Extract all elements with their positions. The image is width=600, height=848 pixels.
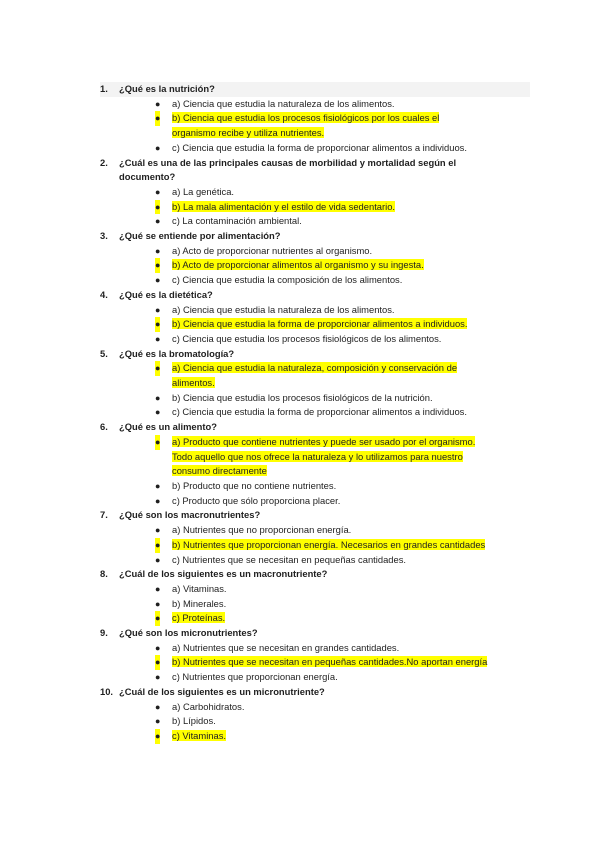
question-text: ¿Qué es la nutrición? xyxy=(119,83,215,94)
question-number: 8. xyxy=(100,568,108,580)
question-text-line: ¿Cuál es una de las principales causas de morbilidad y mortalidad según el xyxy=(119,156,457,168)
option xyxy=(153,97,530,112)
bullet-icon: ● xyxy=(155,186,161,197)
option-text: c) Ciencia que estudia la composición de los alimentos. xyxy=(172,274,403,286)
option-list xyxy=(100,97,530,156)
bullet-icon: ● xyxy=(155,258,160,273)
option-text: a) Ciencia que estudia la naturaleza de los alimentos. xyxy=(172,303,395,315)
option-list xyxy=(100,523,530,567)
option-list xyxy=(100,185,530,229)
option-text-line: a) Producto que contiene nutrientes y puede ser usado por el organismo. xyxy=(172,435,476,447)
bullet-icon: ● xyxy=(155,554,161,565)
option-text: a) Vitaminas. xyxy=(172,582,227,594)
option-text: c) Ciencia que estudia la forma de proporcionar alimentos a individuos. xyxy=(172,406,467,418)
option xyxy=(153,214,530,229)
option-text-line: b) Ciencia que estudia los procesos fisiológicos por los cuales el xyxy=(172,112,440,124)
option-text: a) Nutrientes que se necesitan en grandes cantidades. xyxy=(172,641,400,653)
option-text: b) Lípidos. xyxy=(172,715,216,727)
bullet-icon: ● xyxy=(155,407,161,418)
question-heading xyxy=(100,420,530,435)
bullet-icon: ● xyxy=(155,598,161,609)
option-text-line: consumo directamente xyxy=(172,465,267,477)
option-text: b) Nutrientes que proporcionan energía. Necesarios en grandes cantidades xyxy=(172,538,486,550)
option-correct xyxy=(153,200,530,215)
question-5 xyxy=(100,347,530,421)
question-6 xyxy=(100,420,530,508)
option xyxy=(153,553,530,568)
option-text-line: a) Ciencia que estudia la naturaleza, composición y conservación de xyxy=(172,362,458,374)
question-heading xyxy=(100,229,530,244)
option-text: b) Minerales. xyxy=(172,597,227,609)
option-correct xyxy=(153,435,530,479)
question-10 xyxy=(100,685,530,744)
option xyxy=(153,303,530,318)
question-text: ¿Qué es un alimento? xyxy=(119,421,217,433)
option xyxy=(153,494,530,509)
option-list xyxy=(100,303,530,347)
question-text: ¿Qué se entiende por alimentación? xyxy=(119,230,281,242)
question-3 xyxy=(100,229,530,288)
question-2 xyxy=(100,156,530,230)
option-text: a) Acto de proporcionar nutrientes al organismo. xyxy=(172,244,373,256)
option xyxy=(153,523,530,538)
bullet-icon: ● xyxy=(155,672,161,683)
option xyxy=(153,141,530,156)
option-correct xyxy=(153,111,530,140)
question-4 xyxy=(100,288,530,347)
question-text: ¿Qué es la dietética? xyxy=(119,288,213,300)
question-number: 3. xyxy=(100,230,108,242)
bullet-icon: ● xyxy=(155,701,161,712)
option-text: b) Producto que no contiene nutrientes. xyxy=(172,479,337,491)
question-number: 4. xyxy=(100,288,108,300)
question-heading xyxy=(100,347,530,362)
question-1 xyxy=(100,82,530,156)
option xyxy=(153,582,530,597)
option-text-line: organismo recibe y utiliza nutrientes. xyxy=(172,127,325,139)
option-correct xyxy=(153,655,530,670)
option xyxy=(153,641,530,656)
bullet-icon: ● xyxy=(155,333,161,344)
bullet-icon: ● xyxy=(155,98,161,109)
bullet-icon: ● xyxy=(155,642,161,653)
bullet-icon: ● xyxy=(155,245,161,256)
bullet-icon: ● xyxy=(155,200,160,215)
option-text: a) Carbohidratos. xyxy=(172,700,245,712)
question-number: 6. xyxy=(100,421,108,433)
option-correct xyxy=(153,361,530,390)
question-number: 5. xyxy=(100,347,108,359)
bullet-icon: ● xyxy=(155,538,160,553)
option xyxy=(153,185,530,200)
question-number: 7. xyxy=(100,509,108,521)
option-correct xyxy=(153,317,530,332)
question-number: 9. xyxy=(100,627,108,639)
question-heading xyxy=(100,288,530,303)
bullet-icon: ● xyxy=(155,392,161,403)
option-correct xyxy=(153,258,530,273)
option xyxy=(153,700,530,715)
option-text: c) Producto que sólo proporciona placer. xyxy=(172,494,341,506)
bullet-icon: ● xyxy=(155,317,160,332)
option-text: c) Ciencia que estudia la forma de proporcionar alimentos a individuos. xyxy=(172,141,467,153)
bullet-icon: ● xyxy=(155,361,160,376)
bullet-icon: ● xyxy=(155,495,161,506)
question-text: ¿Qué son los macronutrientes? xyxy=(119,509,261,521)
question-number: 1. xyxy=(100,83,108,94)
option-text-line: alimentos. xyxy=(172,377,215,389)
option-text: b) Ciencia que estudia la forma de proporcionar alimentos a individuos. xyxy=(172,318,468,330)
option-text: c) Nutrientes que se necesitan en pequeñas cantidades. xyxy=(172,553,407,565)
option-text: c) Ciencia que estudia los procesos fisiológicos de los alimentos. xyxy=(172,332,442,344)
option-text: c) Proteínas. xyxy=(172,612,226,624)
option-text: c) Nutrientes que proporcionan energía. xyxy=(172,671,338,683)
bullet-icon: ● xyxy=(155,716,161,727)
quiz-list xyxy=(100,82,530,744)
option-text: a) Ciencia que estudia la naturaleza de los alimentos. xyxy=(172,97,395,109)
bullet-icon: ● xyxy=(155,304,161,315)
question-heading xyxy=(100,567,530,582)
bullet-icon: ● xyxy=(155,611,160,626)
option xyxy=(153,332,530,347)
bullet-icon: ● xyxy=(155,275,161,286)
option xyxy=(153,670,530,685)
bullet-icon: ● xyxy=(155,655,160,670)
question-heading xyxy=(100,685,530,700)
option xyxy=(153,273,530,288)
question-heading xyxy=(100,156,530,185)
option xyxy=(153,597,530,612)
bullet-icon: ● xyxy=(155,111,160,126)
question-text: ¿Qué es la bromatología? xyxy=(119,347,235,359)
option-correct xyxy=(153,611,530,626)
option-correct xyxy=(153,729,530,744)
option xyxy=(153,391,530,406)
option-list xyxy=(100,700,530,744)
option-list xyxy=(100,361,530,420)
option-text: a) Nutrientes que no proporcionan energía. xyxy=(172,524,352,536)
option-text-line: Todo aquello que nos ofrece la naturaleza y lo utilizamos para nuestro xyxy=(172,450,463,462)
option xyxy=(153,405,530,420)
question-text xyxy=(119,156,530,185)
bullet-icon: ● xyxy=(155,435,160,450)
option-text: b) Ciencia que estudia los procesos fisiológicos de la nutrición. xyxy=(172,391,433,403)
bullet-icon: ● xyxy=(155,216,161,227)
question-heading xyxy=(100,626,530,641)
question-number: 2. xyxy=(100,156,108,168)
option-text: a) La genética. xyxy=(172,185,235,197)
bullet-icon: ● xyxy=(155,480,161,491)
option-list xyxy=(100,244,530,288)
bullet-icon: ● xyxy=(155,525,161,536)
option-text: c) La contaminación ambiental. xyxy=(172,215,302,227)
bullet-icon: ● xyxy=(155,583,161,594)
option-text: c) Vitaminas. xyxy=(172,729,227,741)
question-9 xyxy=(100,626,530,685)
option-correct xyxy=(153,538,530,553)
question-8 xyxy=(100,567,530,626)
bullet-icon: ● xyxy=(155,729,160,744)
option-text: b) Nutrientes que se necesitan en pequeñas cantidades.No aportan energía xyxy=(172,656,488,668)
option-text: b) La mala alimentación y el estilo de vida sedentario. xyxy=(172,200,396,212)
question-text: ¿Cuál de los siguientes es un micronutriente? xyxy=(119,685,325,697)
question-text: ¿Cuál de los siguientes es un macronutriente? xyxy=(119,568,328,580)
option xyxy=(153,244,530,259)
question-heading xyxy=(100,508,530,523)
question-text: ¿Qué son los micronutrientes? xyxy=(119,627,258,639)
question-7 xyxy=(100,508,530,567)
question-text-line: documento? xyxy=(119,171,176,183)
option xyxy=(153,714,530,729)
question-number: 10. xyxy=(100,685,114,697)
option-list xyxy=(100,435,530,509)
question-heading xyxy=(100,82,530,97)
bullet-icon: ● xyxy=(155,142,161,153)
option-text: b) Acto de proporcionar alimentos al organismo y su ingesta. xyxy=(172,259,424,271)
option-list xyxy=(100,641,530,685)
option-list xyxy=(100,582,530,626)
option xyxy=(153,479,530,494)
